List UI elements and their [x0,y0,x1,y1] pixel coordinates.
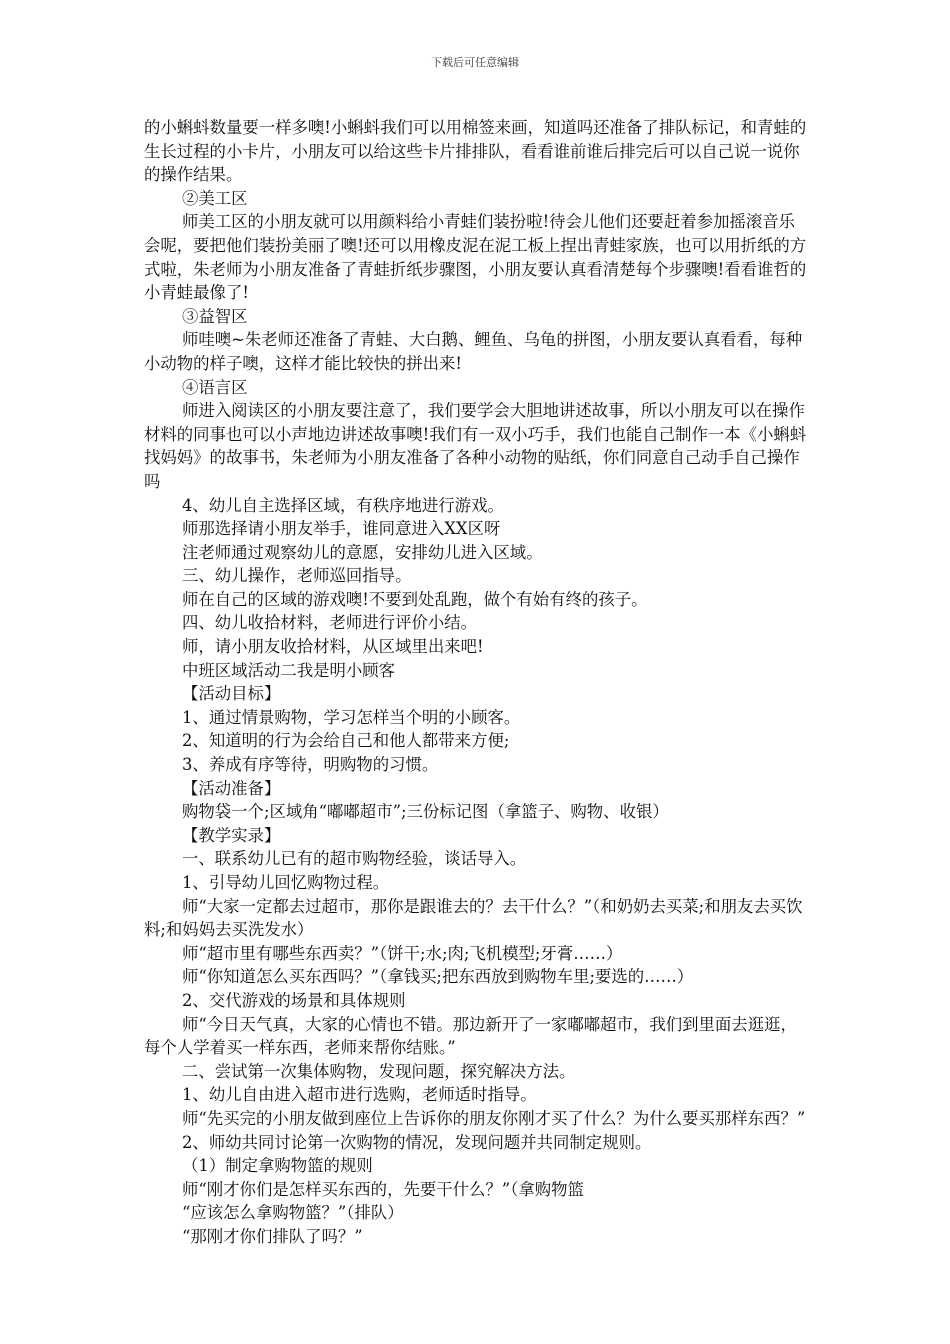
paragraph: “应该怎么拿购物篮？”（排队） [182,1203,404,1223]
paragraph: 2、交代游戏的场景和具体规则 [182,990,406,1010]
paragraph: ②美工区 [182,188,248,208]
paragraph: 三、幼儿操作，老师巡回指导。 [182,566,412,586]
paragraph: 3、养成有序等待，明购物的习惯。 [182,755,439,775]
paragraph: 师哇噢~朱老师还准备了青蛙、大白鹅、鲤鱼、乌龟的拼图，小朋友要认真看看，每种小动物的样子噢，这样才能比较快的拼出来! [144,330,803,373]
paragraph: （1）制定拿购物篮的规则 [182,1156,373,1176]
paragraph: 师美工区的小朋友就可以用颜料给小青蛙们装扮啦!待会儿他们还要赶着参加摇滚音乐会呢，要把他们装扮美丽了噢!还可以用橡皮泥在泥工板上捏出青蛙家族，也可以用折纸的方式啦，朱老师为小朋友准备了青蛙折纸步骤图，小朋友要认真看清楚每个步骤噢!看看谁哲的小青蛙最像了! [144,212,807,303]
paragraph: “那刚才你们排队了吗？” [182,1226,363,1246]
paragraph: 注老师通过观察幼儿的意愿，安排幼儿进入区域。 [182,542,543,562]
document-body [144,116,810,1249]
paragraph: 师“今日天气真，大家的心情也不错。那边新开了一家嘟嘟超市，我们到里面去逛逛，每个人学着买一样东西，老师来帮你结账。” [144,1014,797,1058]
paragraph: 1、引导幼儿回忆购物过程。 [182,873,390,892]
paragraph: 师“超市里有哪些东西卖？”（饼干;水;肉;飞机模型;牙膏……） [182,943,623,963]
paragraph: 师“你知道怎么买东西吗？”（拿钱买;把东西放到购物车里;要选的……） [182,967,694,987]
paragraph: 【教学实录】 [182,825,281,845]
paragraph: 2、知道明的行为会给自己和他人都带来方便; [182,731,510,751]
paragraph: 师在自己的区域的游戏噢!不要到处乱跑，做个有始有终的孩子。 [182,589,648,609]
paragraph: 四、幼儿收拾材料，老师进行评价小结。 [182,613,478,633]
page-header: 下载后可任意编辑 [431,56,519,69]
paragraph: 中班区域活动二我是明小顾客 [182,660,396,680]
paragraph: 师进入阅读区的小朋友要注意了，我们要学会大胆地讲述故事，所以小朋友可以在操作材料的同事也可以小声地边讲述故事噢!我们有一双小巧手，我们也能自己制作一本《小蝌蚪找妈妈》的故事书，朱老师为小朋友准备了各种小动物的贴纸，你们同意自己动手自己操作吗 [144,401,807,491]
paragraph: 【活动准备】 [182,778,281,798]
paragraph: 师“先买完的小朋友做到座位上告诉你的朋友你刚才买了什么？为什么要买那样东西？” [182,1108,806,1128]
paragraph: 师“大家一定都去过超市，那你是跟谁去的？去干什么？”（和奶奶去买菜;和朋友去买饮料;和妈妈去买洗发水） [144,896,803,940]
paragraph: 1、通过情景购物，学习怎样当个明的小顾客。 [182,707,521,727]
paragraph: 2、师幼共同讨论第一次购物的情况，发现问题并共同制定规则。 [182,1132,652,1152]
paragraph: 的小蝌蚪数量要一样多噢!小蝌蚪我们可以用棉签来画，知道吗还准备了排队标记，和青蛙的生长过程的小卡片，小朋友可以给这些卡片排排队，看看谁前谁后排完后可以自己说一说你的操作结果。 [144,118,807,185]
paragraph: 购物袋一个;区域角“嘟嘟超市”;三份标记图（拿篮子、购物、收银） [182,802,669,822]
paragraph: 1、幼儿自由进入超市进行选购，老师适时指导。 [182,1085,537,1105]
paragraph: 二、尝试第一次集体购物，发现问题，探究解决方法。 [182,1061,576,1081]
paragraph: ③益智区 [182,306,248,326]
paragraph: ④语言区 [182,377,248,397]
paragraph: 师“刚才你们是怎样买东西的，先要干什么？”（拿购物篮 [182,1179,584,1199]
paragraph: 师，请小朋友收拾材料，从区域里出来吧! [182,637,484,657]
paragraph: 【活动目标】 [182,684,281,704]
paragraph: 4、幼儿自主选择区域，有秩序地进行游戏。 [182,495,504,515]
paragraph: 一、联系幼儿已有的超市购物经验，谈话导入。 [182,849,527,869]
paragraph: 师那选择请小朋友举手，谁同意进入XX区呀 [182,519,501,539]
